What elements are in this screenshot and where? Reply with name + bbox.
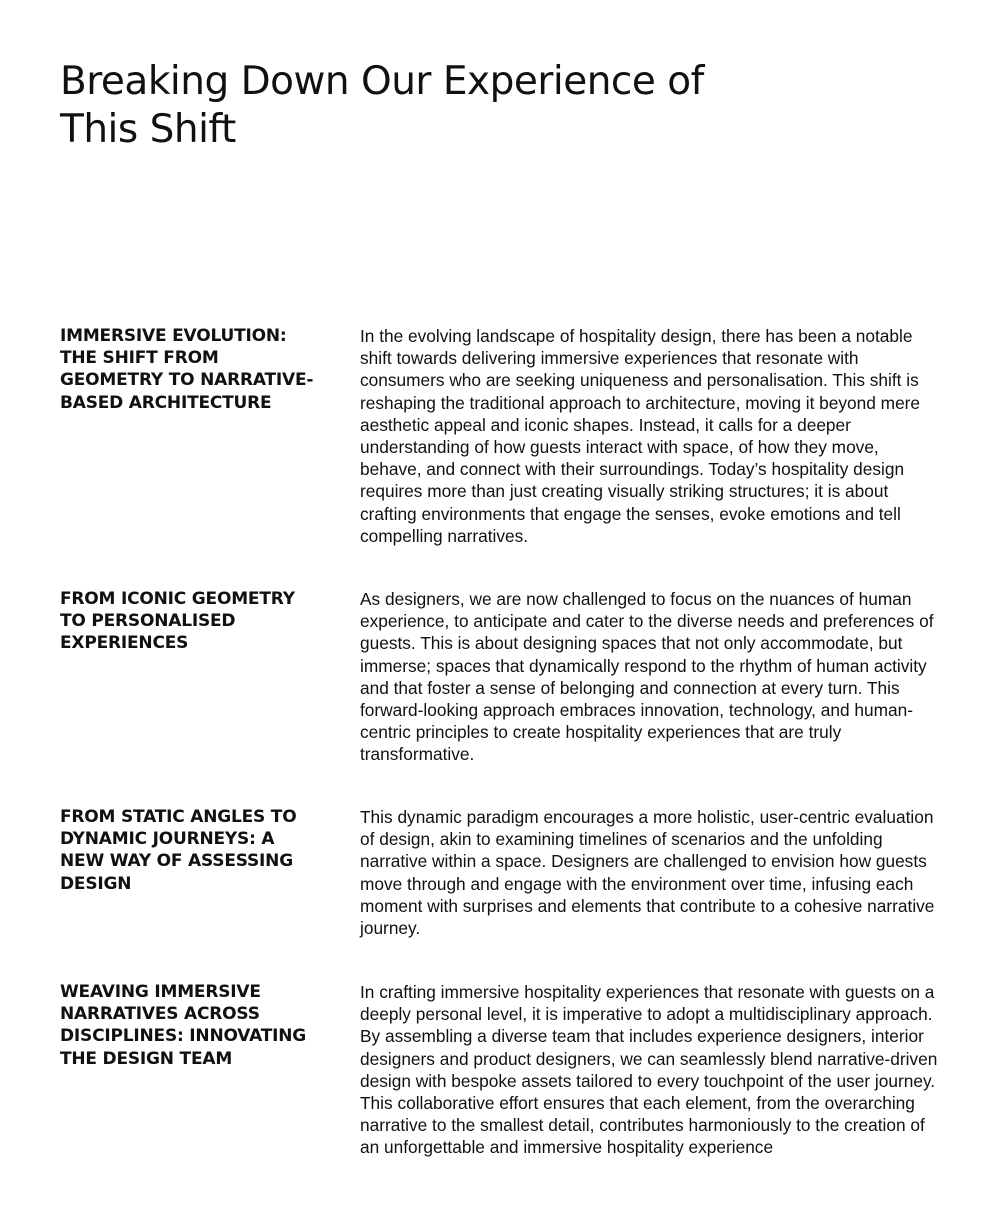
section-heading <box>60 588 345 655</box>
page-title-line-2: This Shift <box>60 107 236 152</box>
section-heading-line: NARRATIVES ACROSS <box>60 1004 260 1025</box>
section-heading-line: EXPERIENCES <box>60 633 189 654</box>
section-body: In the evolving landscape of hospitality design, there has been a notable shift towards delivering immersive experiences that resonate with consumers who are seeking uniqueness and personalisation. This shift is reshaping the traditional approach to architecture, moving it beyond mere aesthetic appeal and iconic shapes. Instead, it calls for a deeper understanding of how guests interact with space, of how they move, behave, and connect with their surroundings. Today’s hospitality design requires more than just creating visually striking structures; it is about crafting environments that engage the senses, evoke emotions and tell compelling narratives. <box>360 326 921 546</box>
section-body: This dynamic paradigm encourages a more holistic, user-centric evaluation of design, akin to examining timelines of scenarios and the unfolding narrative within a space. Designers are challenged to envision how guests move through and engage with the environment over time, infusing each moment with surprises and elements that contribute to a cohesive narrative journey. <box>360 807 935 939</box>
section-heading-line: TO PERSONALISED <box>60 611 236 632</box>
section-heading-line: THE SHIFT FROM <box>60 348 219 369</box>
section-heading <box>60 325 345 414</box>
section-heading-line: FROM ICONIC GEOMETRY <box>60 589 295 609</box>
section-heading <box>60 806 345 895</box>
page-title-line-1: Breaking Down Our Experience of <box>60 59 704 104</box>
section-heading-line: THE DESIGN TEAM <box>60 1048 233 1069</box>
section-heading-line: NEW WAY OF ASSESSING <box>60 851 293 872</box>
section-heading <box>60 981 345 1070</box>
page-title <box>60 58 820 154</box>
section-heading-line: IMMERSIVE EVOLUTION: <box>60 326 287 346</box>
section-heading-line: FROM STATIC ANGLES TO <box>60 807 297 827</box>
section-heading-line: DISCIPLINES: INNOVATING <box>60 1026 307 1047</box>
section-heading-line: GEOMETRY TO NARRATIVE- <box>60 370 314 391</box>
section-heading-line: WEAVING IMMERSIVE <box>60 982 261 1002</box>
section-heading-line: DYNAMIC JOURNEYS: A <box>60 829 275 850</box>
section-body: In crafting immersive hospitality experiences that resonate with guests on a deeply personal level, it is imperative to adopt a multidisciplinary approach. By assembling a diverse team that includes experience designers, interior designers and product designers, we can seamlessly blend narrative-driven design with bespoke assets tailored to every touchpoint of the user journey. This collaborative effort ensures that each element, from the overarching narrative to the smallest detail, contributes harmoniously to the creation of an unforgettable and immersive hospitality experience <box>360 982 938 1158</box>
section-heading-line: BASED ARCHITECTURE <box>60 392 272 413</box>
section-heading-line: DESIGN <box>60 873 132 894</box>
section-body: As designers, we are now challenged to focus on the nuances of human experience, to anticipate and cater to the diverse needs and preferences of guests. This is about designing spaces that not only accommodate, but immerse; spaces that dynamically respond to the rhythm of human activity and that foster a sense of belonging and connection at every turn. This forward-looking approach embraces innovation, technology, and human-centric principles to create hospitality experiences that are truly transformative. <box>360 589 934 765</box>
